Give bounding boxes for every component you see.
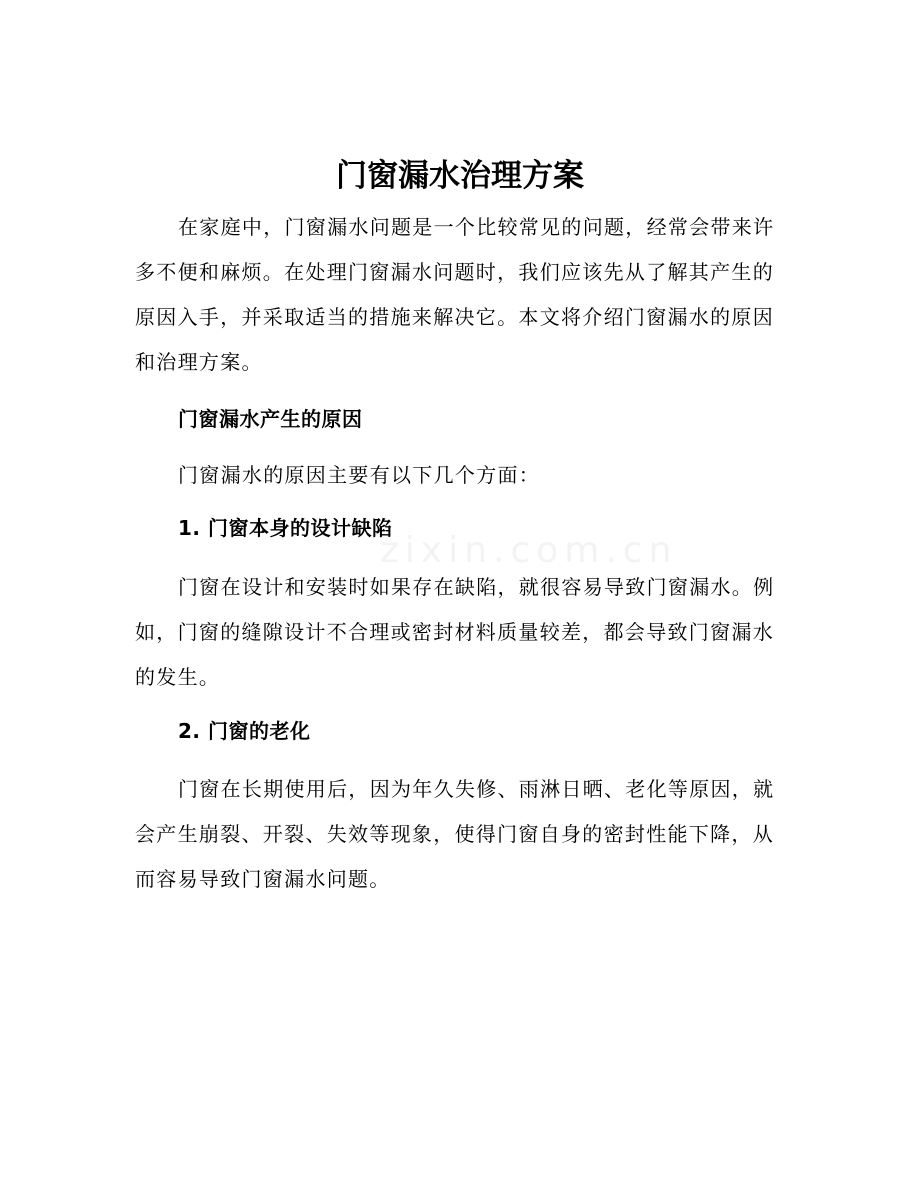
document-title: 门窗漏水治理方案 (336, 158, 584, 194)
item-body-1: 门窗在设计和安装时如果存在缺陷，就很容易导致门窗漏水。例如，门窗的缝隙设计不合理或密封材料质量较差，都会导致门窗漏水的发生。 (135, 575, 775, 689)
item-body-2: 门窗在长期使用后，因为年久失修、雨淋日晒、老化等原因，就会产生崩裂、开裂、失效等现象，使得门窗自身的密封性能下降，从而容易导致门窗漏水问题。 (135, 777, 775, 891)
watermark: zixin.com.cn (380, 530, 678, 571)
intro-paragraph: 在家庭中，门窗漏水问题是一个比较常见的问题，经常会带来许多不便和麻烦。在处理门窗漏水问题时，我们应该先从了解其产生的原因入手，并采取适当的措施来解决它。本文将介绍门窗漏水的原因和治理方案。 (135, 215, 775, 374)
item-heading-1: 1. 门窗本身的设计缺陷 (178, 516, 393, 540)
item-heading-2: 2. 门窗的老化 (178, 719, 311, 743)
section-heading: 门窗漏水产生的原因 (178, 407, 363, 431)
section-lead: 门窗漏水的原因主要有以下几个方面： (178, 463, 541, 487)
